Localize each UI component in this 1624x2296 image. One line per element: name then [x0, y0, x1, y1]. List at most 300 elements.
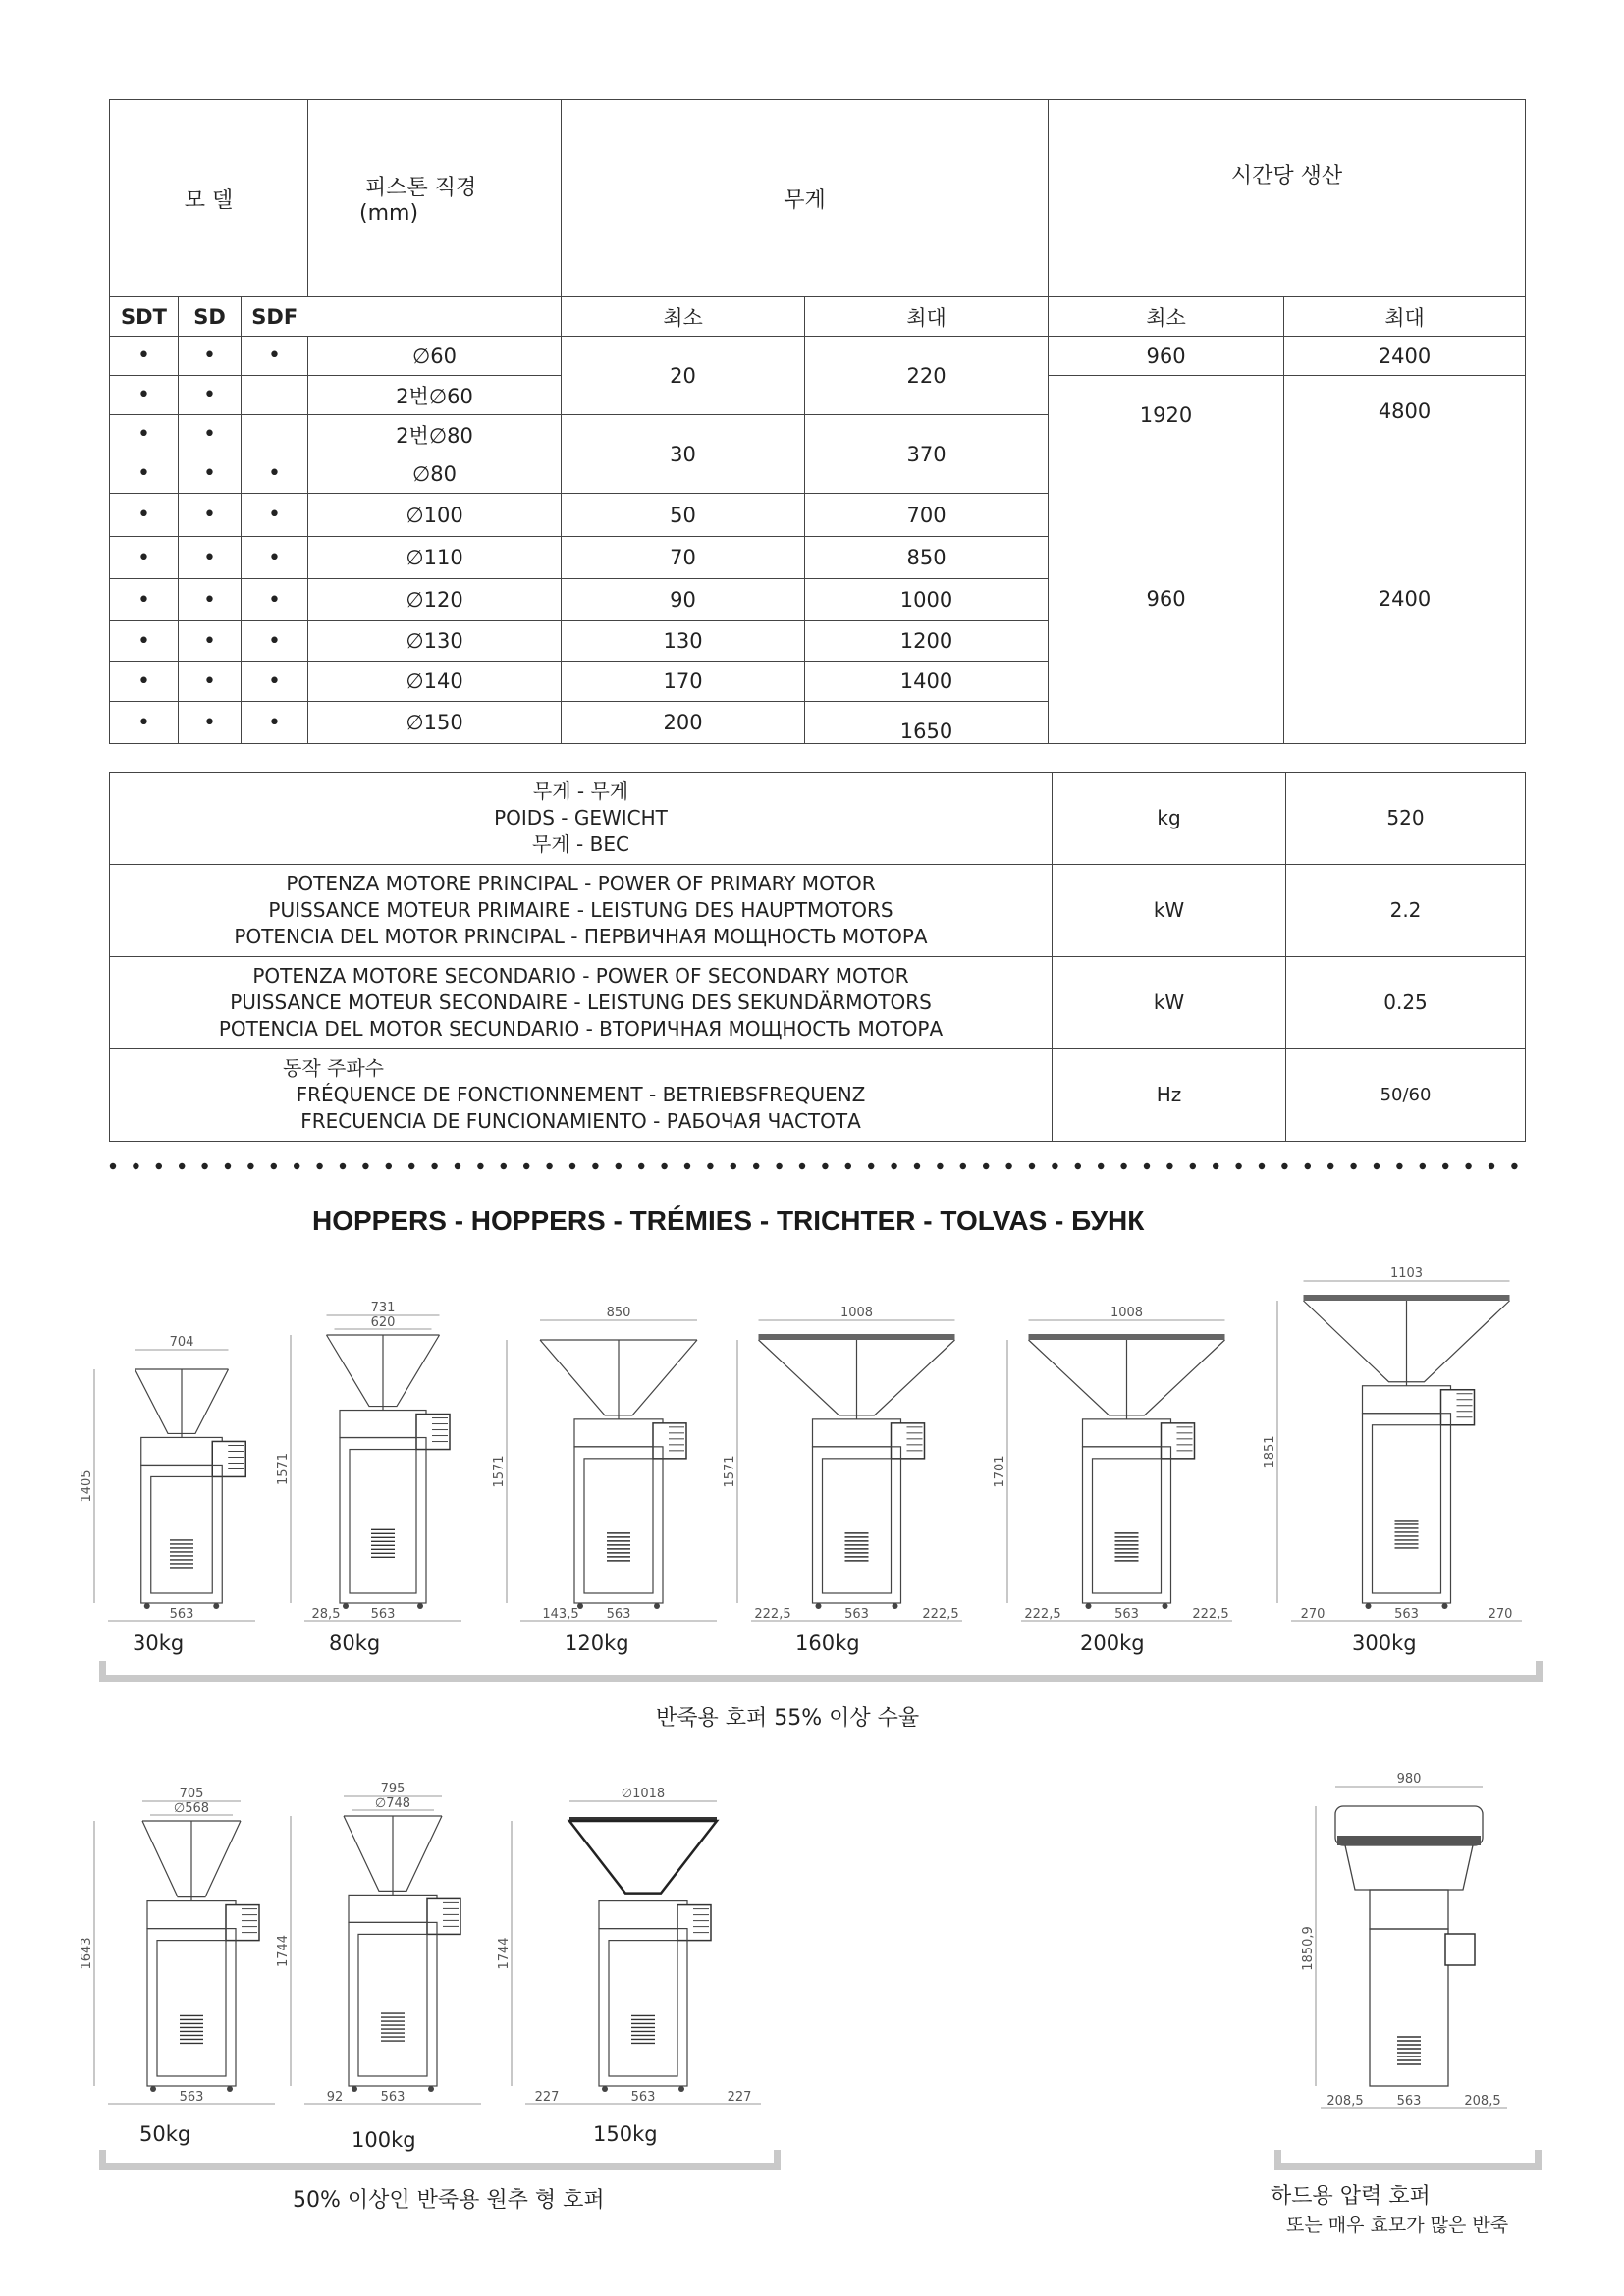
machine-head: [141, 1437, 223, 1465]
machine-panel: [157, 1941, 226, 2076]
cell-sd: •: [179, 454, 242, 494]
machine-panel: [350, 1450, 416, 1593]
dim-bottom-label: 563: [844, 1607, 869, 1622]
cell-sdf: •: [242, 537, 308, 579]
property-label: [110, 773, 1053, 865]
dim-top-label: ∅1018: [621, 1787, 666, 1801]
properties-table: [109, 772, 1526, 1142]
header-piston-unit: (mm): [359, 201, 419, 226]
separator-dot: [1052, 1163, 1057, 1169]
cell-weight-max: 1400: [805, 662, 1049, 702]
machine-head: [813, 1419, 901, 1447]
property-line: POTENZA MOTORE SECONDARIO - POWER OF SECONDARY MOTOR: [252, 964, 909, 988]
separator-dot: [1166, 1163, 1172, 1169]
dim-top-label: 704: [169, 1335, 194, 1350]
cell-weight-min: 90: [562, 579, 805, 621]
header-production: [1049, 100, 1526, 297]
motor-box: [416, 1415, 450, 1450]
separator-dot: [1213, 1163, 1218, 1169]
cell-prod-max: 2400: [1284, 337, 1526, 376]
cell-weight-min: 170: [562, 662, 805, 702]
dim-height-label: 1850,9: [1301, 1926, 1316, 1971]
wheel: [417, 1603, 423, 1609]
machine-body: [147, 1929, 236, 2086]
cell-sdt: •: [110, 494, 179, 537]
machine-panel: [1373, 1425, 1441, 1593]
table-row: [110, 337, 1526, 376]
hopper-drawing: [275, 1752, 511, 2115]
separator-dot: [225, 1163, 231, 1169]
dim-bottom-label: 563: [169, 1607, 194, 1622]
hopper-capacity-label: 200kg: [1080, 1631, 1145, 1655]
hopper-capacity-label: 50kg: [139, 2122, 191, 2146]
separator-dot: [156, 1163, 162, 1169]
separator-dot: [914, 1163, 920, 1169]
cell-sd: •: [179, 494, 242, 537]
cell-prod-min: 960: [1049, 454, 1284, 744]
cell-sdt: •: [110, 621, 179, 662]
hopper-outline: [569, 1821, 717, 1894]
machine-body: [599, 1929, 687, 2086]
motor-box: [653, 1423, 686, 1459]
cell-weight-max: 220: [805, 337, 1049, 415]
motor-box: [892, 1423, 925, 1459]
dim-bottom-label: 222,5: [1024, 1607, 1061, 1622]
separator-dot: [1075, 1163, 1081, 1169]
dim-bottom-label: 563: [179, 2090, 204, 2105]
dim-top-label-2: ∅748: [374, 1796, 411, 1811]
motor-box: [427, 1898, 460, 1934]
separator-dot: [1098, 1163, 1104, 1169]
machine-head: [1083, 1419, 1171, 1447]
header-sd: SD: [179, 297, 242, 337]
cell-diameter: ∅130: [308, 621, 562, 662]
machine-panel: [151, 1476, 213, 1593]
separator-dot: [684, 1163, 690, 1169]
cell-sdt: •: [110, 537, 179, 579]
header-prod-min: 최소: [1049, 297, 1284, 337]
separator-dot: [1396, 1163, 1402, 1169]
separator-dot: [1327, 1163, 1333, 1169]
pressure-neck: [1370, 1890, 1448, 1929]
hopper-capacity-label: 30kg: [133, 1631, 185, 1655]
cell-sdf: •: [242, 337, 308, 376]
pressure-lid-band: [1337, 1836, 1481, 1845]
cell-weight-min: 70: [562, 537, 805, 579]
motor-box: [1445, 1934, 1475, 1965]
cell-diameter: ∅110: [308, 537, 562, 579]
hopper-capacity-label: 300kg: [1352, 1631, 1417, 1655]
dim-bottom-label: 227: [727, 2090, 752, 2105]
cell-diameter: ∅120: [308, 579, 562, 621]
row1-bracket: [99, 1661, 1543, 1682]
machine-body: [813, 1447, 901, 1603]
wheel: [428, 2086, 434, 2092]
dim-bottom-label: 222,5: [1192, 1607, 1229, 1622]
separator-dot: [822, 1163, 828, 1169]
dim-top-label-2: ∅568: [173, 1801, 210, 1816]
header-prod-max: 최대: [1284, 297, 1526, 337]
machine-body: [1083, 1447, 1171, 1603]
property-value: 50/60: [1286, 1049, 1526, 1142]
cell-sdf: •: [242, 494, 308, 537]
property-value: 0.25: [1286, 957, 1526, 1049]
cell-weight-min: 200: [562, 702, 805, 744]
property-unit: kW: [1053, 957, 1286, 1049]
motor-box: [212, 1441, 245, 1476]
dim-bottom-label: 270: [1300, 1607, 1326, 1622]
cell-sdf: •: [242, 662, 308, 702]
row1-note: 반죽용 호퍼 55% 이상 수율: [656, 1706, 920, 1731]
machine-head: [340, 1411, 426, 1438]
separator-dot: [455, 1163, 460, 1169]
dim-bottom-label: 227: [534, 2090, 560, 2105]
property-line: PUISSANCE MOTEUR PRIMAIRE - LEISTUNG DES HAUPTMOTORS: [268, 898, 893, 922]
separator-dot: [891, 1163, 896, 1169]
separator-dot: [1120, 1163, 1126, 1169]
row2-note: 50% 이상인 반죽용 원추 형 호퍼: [293, 2188, 605, 2213]
cell-sdf: •: [242, 454, 308, 494]
machine-body: [574, 1447, 663, 1603]
wheel: [654, 1603, 660, 1609]
dim-height-label: 1405: [80, 1469, 94, 1503]
dim-bottom-label: 208,5: [1464, 2094, 1501, 2109]
header-piston-label: 피스톤 직경: [365, 176, 477, 200]
separator-dot: [661, 1163, 667, 1169]
cell-prod-min: 1920: [1049, 376, 1284, 454]
cell-sdf: [242, 415, 308, 454]
dim-bottom-label: 92: [326, 2090, 344, 2105]
separator-dot: [569, 1163, 575, 1169]
dim-height-label: 1744: [276, 1934, 291, 1968]
pressure-body: [1370, 1929, 1448, 2086]
dim-bottom-label: 563: [606, 1607, 631, 1622]
cell-diameter: ∅60: [308, 337, 562, 376]
machine-body: [1363, 1414, 1451, 1603]
separator-dot: [501, 1163, 507, 1169]
dim-height-label: 1701: [993, 1455, 1007, 1488]
cell-prod-max-value: 4800: [1378, 400, 1432, 423]
separator-dot: [179, 1163, 185, 1169]
cell-sdf: •: [242, 621, 308, 662]
header-weight: 무게: [562, 100, 1049, 297]
hopper-rim: [1304, 1295, 1510, 1301]
cell-weight-max: 700: [805, 494, 1049, 537]
separator-dot: [983, 1163, 989, 1169]
spec-table: [109, 99, 1526, 744]
cell-sdf: •: [242, 702, 308, 744]
dotted-separator: [109, 1156, 1533, 1176]
dim-top-label: 850: [606, 1306, 631, 1320]
machine-head: [599, 1901, 687, 1929]
cell-sdt: •: [110, 337, 179, 376]
hopper-rim: [759, 1334, 955, 1340]
cell-weight-max-value: 1650: [899, 720, 953, 743]
separator-dot: [431, 1163, 437, 1169]
machine-body: [141, 1465, 223, 1603]
dim-height-label: 1571: [276, 1452, 291, 1486]
dim-top-label: 980: [1396, 1772, 1422, 1787]
property-line: POTENCIA DEL MOTOR PRINCIPAL - ПЕРВИЧНАЯ МОЩНОСТЬ МОТОРА: [234, 925, 928, 948]
cell-sd: •: [179, 702, 242, 744]
separator-dot: [1420, 1163, 1426, 1169]
hopper-drawing: [491, 1281, 746, 1632]
dim-bottom-label: 28,5: [311, 1607, 341, 1622]
cell-weight-min: 30: [562, 415, 805, 494]
separator-dot: [1465, 1163, 1471, 1169]
cell-sd: •: [179, 579, 242, 621]
wheel: [1442, 1603, 1448, 1609]
hoppers-title-text: HOPPERS - HOPPERS - TRÉMIES - TRICHTER - TOLVAS - БУНК: [312, 1205, 1145, 1236]
dim-height-label: 1571: [723, 1455, 737, 1488]
dim-top-label-2: 620: [370, 1315, 396, 1330]
dim-bottom-label: 222,5: [754, 1607, 791, 1622]
cell-sdt: •: [110, 702, 179, 744]
wheel: [213, 1603, 219, 1609]
property-line: POIDS - GEWICHT: [494, 806, 668, 829]
cell-sd: •: [179, 415, 242, 454]
property-row-frequency: [110, 1049, 1526, 1142]
wheel: [1366, 1603, 1372, 1609]
separator-dot: [776, 1163, 782, 1169]
cell-prod-min: 960: [1049, 337, 1284, 376]
property-value: 520: [1286, 773, 1526, 865]
dim-bottom-label: 143,5: [542, 1607, 579, 1622]
separator-dot: [616, 1163, 622, 1169]
cell-sd: •: [179, 662, 242, 702]
header-sdt: SDT: [110, 297, 179, 337]
pressure-hopper-drawing: [1276, 1762, 1532, 2115]
cell-sdf: •: [242, 579, 308, 621]
machine-body: [349, 1922, 437, 2086]
separator-dot: [731, 1163, 736, 1169]
dim-bottom-label: 563: [1394, 1607, 1419, 1622]
cell-diameter: ∅150: [308, 702, 562, 744]
property-line: PUISSANCE MOTEUR SECONDAIRE - LEISTUNG DES SEKUNDÄRMOTORS: [230, 990, 932, 1014]
separator-dot: [753, 1163, 759, 1169]
cell-diameter: 2번∅80: [308, 415, 562, 454]
property-line: FRECUENCIA DE FUNCIONAMIENTO - РАБОЧАЯ ЧАСТОТА: [300, 1109, 861, 1133]
cell-weight-min: 130: [562, 621, 805, 662]
cell-diameter: 2번∅60: [308, 376, 562, 415]
cell-sd: •: [179, 376, 242, 415]
wheel: [352, 2086, 357, 2092]
separator-dot: [133, 1163, 138, 1169]
property-row-weight: [110, 773, 1526, 865]
cell-sd: •: [179, 337, 242, 376]
hopper-drawing: [275, 1266, 491, 1632]
separator-dot: [638, 1163, 644, 1169]
separator-dot: [362, 1163, 368, 1169]
separator-dot: [937, 1163, 943, 1169]
motor-box: [226, 1905, 259, 1941]
header-production-label: 시간당 생산: [1230, 164, 1343, 188]
property-label: [110, 865, 1053, 957]
dim-bottom-label: 563: [380, 2090, 406, 2105]
separator-dot: [1005, 1163, 1011, 1169]
cell-weight-max: 370: [805, 415, 1049, 494]
separator-dot: [707, 1163, 713, 1169]
hopper-capacity-label: 80kg: [329, 1631, 381, 1655]
property-row-secondary-motor: [110, 957, 1526, 1049]
machine-panel: [584, 1459, 653, 1593]
separator-dot: [477, 1163, 483, 1169]
pressure-note-1: 하드용 압력 호퍼: [1271, 2184, 1431, 2209]
machine-panel: [358, 1934, 427, 2076]
wheel: [144, 1603, 150, 1609]
dim-bottom-label: 563: [1114, 1607, 1139, 1622]
dim-bottom-label: 563: [1396, 2094, 1422, 2109]
cell-diameter: ∅100: [308, 494, 562, 537]
property-unit: kW: [1053, 865, 1286, 957]
pressure-bowl: [1345, 1845, 1473, 1890]
wheel: [893, 1603, 898, 1609]
separator-dot: [1511, 1163, 1517, 1169]
dim-height-label: 1643: [80, 1937, 94, 1970]
separator-dot: [1235, 1163, 1241, 1169]
dim-bottom-label: 270: [1488, 1607, 1513, 1622]
hopper-drawing: [79, 1310, 285, 1632]
cell-weight-max: 850: [805, 537, 1049, 579]
property-unit: kg: [1053, 773, 1286, 865]
separator-dot: [523, 1163, 529, 1169]
dim-top-label: 1008: [1110, 1306, 1144, 1320]
separator-dot: [1281, 1163, 1287, 1169]
machine-head: [349, 1895, 437, 1922]
separator-dot: [1350, 1163, 1356, 1169]
separator-dot: [1259, 1163, 1265, 1169]
property-line: POTENZA MOTORE PRINCIPAL - POWER OF PRIMARY MOTOR: [286, 872, 876, 895]
separator-dot: [1029, 1163, 1035, 1169]
wheel: [1163, 1603, 1168, 1609]
separator-dot: [799, 1163, 805, 1169]
cell-sdt: •: [110, 415, 179, 454]
property-line: POTENCIA DEL MOTOR SECUNDARIO - ВТОРИЧНАЯ МОЩНОСТЬ МОТОРА: [218, 1017, 944, 1041]
separator-dot: [316, 1163, 322, 1169]
row2-bracket: [99, 2150, 781, 2170]
header-weight-max: 최대: [805, 297, 1049, 337]
hopper-drawing: [722, 1281, 992, 1632]
dim-bottom-label: 208,5: [1326, 2094, 1364, 2109]
wheel: [150, 2086, 156, 2092]
cell-weight-max: [805, 702, 1049, 744]
header-blank: [308, 297, 562, 337]
dim-height-label: 1571: [492, 1455, 507, 1488]
cell-prod-max: 2400: [1284, 454, 1526, 744]
separator-dot: [1442, 1163, 1448, 1169]
property-row-primary-motor: [110, 865, 1526, 957]
separator-dot: [546, 1163, 552, 1169]
dim-top-label: 731: [370, 1301, 396, 1315]
wheel: [816, 1603, 822, 1609]
cell-sd: •: [179, 621, 242, 662]
hopper-capacity-label: 120kg: [565, 1631, 629, 1655]
machine-head: [1363, 1386, 1451, 1414]
hopper-rim: [1029, 1334, 1225, 1340]
cell-weight-min: 50: [562, 494, 805, 537]
separator-dot: [845, 1163, 851, 1169]
header-sdf: SDF: [242, 297, 308, 337]
wheel: [602, 2086, 608, 2092]
separator-dot: [960, 1163, 966, 1169]
separator-dot: [1374, 1163, 1380, 1169]
machine-body: [340, 1438, 426, 1603]
dim-bottom-label: 222,5: [922, 1607, 959, 1622]
property-label: [110, 957, 1053, 1049]
header-row-2: [110, 297, 1526, 337]
separator-dot: [592, 1163, 598, 1169]
separator-dot: [340, 1163, 346, 1169]
cell-sd: •: [179, 537, 242, 579]
hopper-capacity-label: 100kg: [352, 2128, 416, 2152]
motor-box: [677, 1905, 711, 1941]
header-model: 모 델: [110, 100, 308, 297]
wheel: [343, 1603, 349, 1609]
hopper-drawing: [992, 1281, 1262, 1632]
separator-dot: [1190, 1163, 1196, 1169]
separator-dot: [294, 1163, 299, 1169]
dim-top-label: 1103: [1389, 1266, 1424, 1281]
cell-sdt: •: [110, 579, 179, 621]
separator-dot: [201, 1163, 207, 1169]
property-value: 2.2: [1286, 865, 1526, 957]
dim-top-label: 795: [380, 1782, 406, 1796]
wheel: [678, 2086, 684, 2092]
cell-prod-max: [1284, 376, 1526, 454]
separator-dot: [110, 1163, 116, 1169]
machine-panel: [1093, 1459, 1162, 1593]
machine-panel: [823, 1459, 892, 1593]
property-label: [110, 1049, 1053, 1142]
dim-top-label: 705: [179, 1787, 204, 1801]
cell-weight-max: 1000: [805, 579, 1049, 621]
separator-dot: [408, 1163, 414, 1169]
separator-dot: [386, 1163, 392, 1169]
cell-diameter: ∅140: [308, 662, 562, 702]
cell-sdt: •: [110, 454, 179, 494]
cell-diameter: ∅80: [308, 454, 562, 494]
pressure-bracket: [1274, 2150, 1542, 2170]
cell-weight-min: 20: [562, 337, 805, 415]
machine-panel: [609, 1941, 677, 2076]
property-line: 동작 주파수: [283, 1056, 384, 1080]
machine-head: [574, 1419, 663, 1447]
header-weight-min: 최소: [562, 297, 805, 337]
machine-head: [147, 1901, 236, 1929]
hopper-drawing: [79, 1762, 304, 2115]
dim-height-label: 1744: [497, 1937, 512, 1970]
dim-bottom-label: 563: [370, 1607, 396, 1622]
pressure-note-2: 또는 매우 효모가 많은 반죽: [1286, 2215, 1509, 2236]
separator-dot: [247, 1163, 253, 1169]
property-line: 무게 - BEC: [532, 832, 629, 856]
wheel: [1086, 1603, 1092, 1609]
separator-dot: [1489, 1163, 1494, 1169]
property-unit: Hz: [1053, 1049, 1286, 1142]
wheel: [227, 2086, 233, 2092]
header-piston: [308, 100, 562, 297]
separator-dot: [868, 1163, 874, 1169]
separator-dot: [1144, 1163, 1150, 1169]
property-line: FRÉQUENCE DE FONCTIONNEMENT - BETRIEBSFREQUENZ: [296, 1083, 866, 1106]
hopper-drawing: [1262, 1227, 1551, 1632]
dim-bottom-label: 563: [630, 2090, 656, 2105]
cell-sdt: •: [110, 376, 179, 415]
hopper-capacity-label: 160kg: [795, 1631, 860, 1655]
cell-sdf: [242, 376, 308, 415]
separator-dot: [1305, 1163, 1311, 1169]
cell-sdt: •: [110, 662, 179, 702]
